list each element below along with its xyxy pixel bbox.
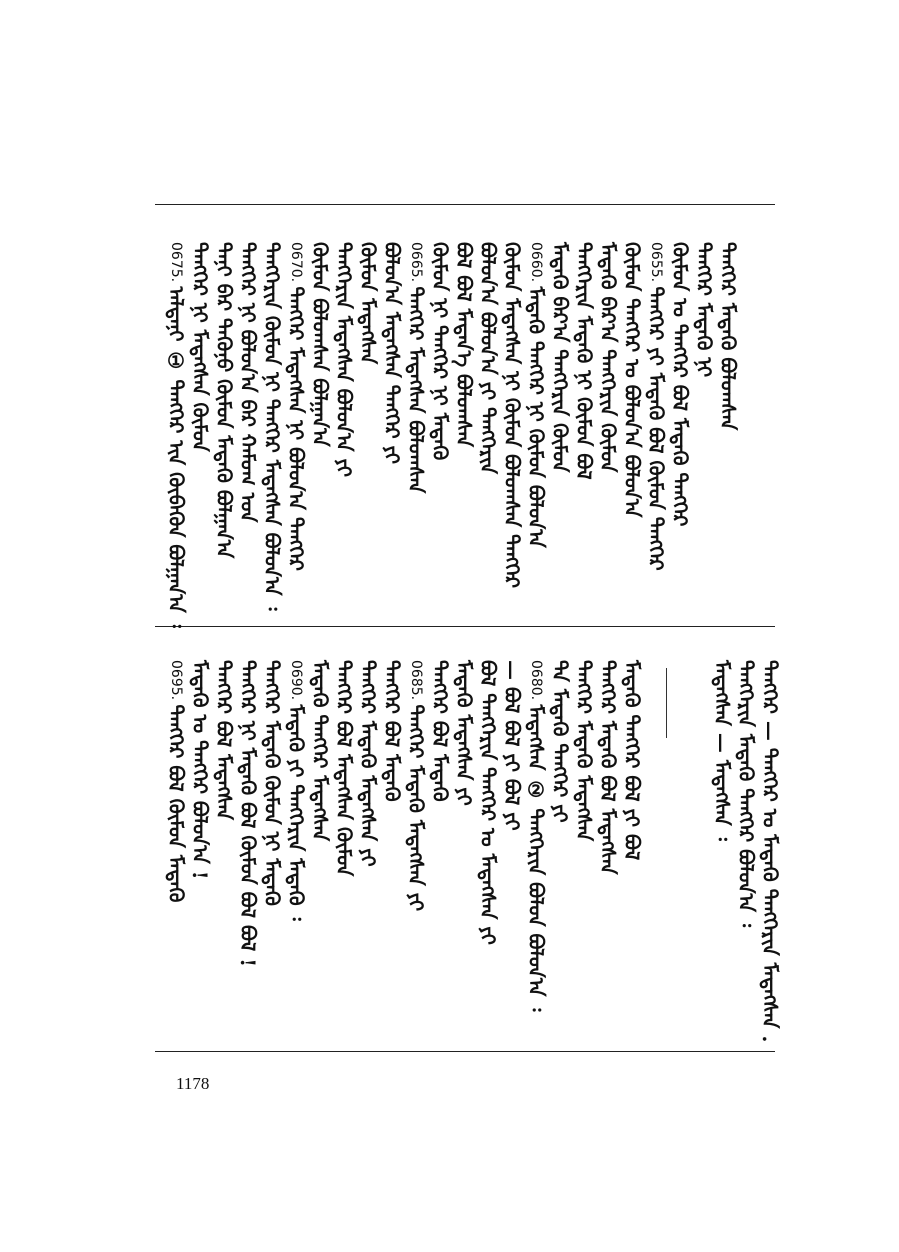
line-number: 0695. bbox=[168, 660, 184, 705]
verse-text: ᠮᠡᠳᠡᠬᠦ ᠲᠡᠩᠭᠡᠷ ᠮᠡᠳᠡᠭᠰᠡᠨ bbox=[308, 660, 332, 842]
top-verse-column bbox=[714, 242, 742, 430]
verse-text: ᠲᠡᠩᠭᠡᠷᠢᠨ ᠮᠡᠳᠡᠭᠰᠡᠨ ᠪᠣᠯᠤᠨ᠎ᠠ ᠶᠢ bbox=[332, 242, 356, 478]
verse-text: ᠲᠡᠩᠭᠡᠷ ᠮᠡᠳᠡᠬᠦ ᠮᠡᠳᠡᠭᠰᠡᠨ bbox=[572, 660, 596, 842]
verse-text: ᠲᠡᠩᠭᠡᠷ — ᠲᠡᠩᠭᠡᠷ ᠤ ᠮᠡᠳᠡᠬᠦ ᠲᠡᠩᠭᠡᠷᠢᠨ ᠮᠡᠳᠡᠭᠰᠡᠨ . bbox=[758, 660, 782, 1043]
verse-text: ᠲᠡᠩᠭᠡᠷ ᠪᠣᠯ ᠬᠦᠮᠦᠨ ᠮᠡᠳᠡᠬᠦ bbox=[164, 704, 188, 903]
verse-text: ᠲᠡᠩᠭᠡᠷ ᠪᠣᠯ ᠮᠡᠳᠡᠬᠦ bbox=[380, 660, 404, 802]
verse-text: ᠮᠡᠳᠡᠬᠦ ᠲᠡᠩᠭᠡᠷ ᠪᠣᠯ ᠶᠢ ᠪᠣᠯ bbox=[620, 660, 644, 861]
verse-text: ᠮᠡᠳᠡᠬᠦ ᠮᠡᠳᠡᠭᠰᠡᠨ ᠶᠢ bbox=[452, 660, 476, 806]
top-rule bbox=[155, 204, 775, 205]
verse-text: ᠲᠡᠩᠭᠡᠷ ᠮᠡᠳᠡᠬᠦ ᠪᠣᠯᠤᠭᠰᠠᠨ bbox=[716, 242, 740, 431]
line-number: 0675. bbox=[168, 242, 184, 287]
verse-text: ᠲᠡᠩᠭᠡᠷ ᠮᠡᠳᠡᠬᠦ ᠮᠡᠳᠡᠭᠰᠡᠨ ᠶᠢ bbox=[356, 660, 380, 867]
verse-text: ᠮᠡᠳᠡᠬᠦ ᠤ ᠲᠡᠩᠭᠡᠷ ᠪᠣᠯᠤᠨ᠎ᠠ ! bbox=[188, 660, 212, 880]
verse-text: ᠲᠡ ᠮᠡᠳᠡᠬᠦ ᠲᠡᠩᠭᠡᠷ ᠶᠢ bbox=[548, 660, 572, 823]
verse-text: ᠲᠡᠩᠭᠡᠷ ᠮᠡᠳᠡᠬᠦ ᠬᠦᠮᠦᠨ ᠨᠢ ᠮᠡᠳᠡᠬᠦ bbox=[260, 660, 284, 906]
verse-text: ᠲᠡᠩᠭᠡᠷ ᠪᠣᠯ ᠮᠡᠳᠡᠭᠰᠡᠨ bbox=[212, 660, 236, 821]
line-number: 0680. bbox=[528, 660, 544, 705]
line-number: 0660. bbox=[528, 242, 544, 287]
verse-text: ᠬᠦᠮᠦᠨ ᠮᠡᠳᠡᠭᠰᠡᠨ bbox=[356, 242, 380, 365]
verse-text: ᠲᠡᠩᠭᠡᠷ ᠶᠢ ᠮᠡᠳᠡᠬᠦ ᠪᠣᠯ ᠬᠦᠮᠦᠨ ᠲᠡᠩᠭᠡᠷ bbox=[644, 286, 668, 571]
verse-text: ᠲᠠᠨᠢ ᠪᠠᠷ ᠲᠡᠭᠦᠨᠦ ᠬᠦᠮᠦᠨ ᠮᠡᠳᠡᠬᠦ ᠪᠣᠯᠭᠠᠨ᠎ᠠ bbox=[212, 242, 236, 559]
verse-text: ᠲᠡᠩᠭᠡᠷ ᠮᠡᠳᠡᠭᠰᠡᠨ ᠨᠢ ᠪᠣᠯᠤᠨ᠎ᠠ ᠲᠡᠩᠭᠡᠷ bbox=[284, 286, 308, 571]
verse-text: ᠲᠡᠩᠭᠡᠷᠢᠨ ᠮᠡᠳᠡᠬᠦ ᠲᠡᠩᠭᠡᠷ ᠪᠣᠯᠤᠨ᠎ᠠ ᠄ bbox=[734, 660, 758, 928]
bottom-rule bbox=[155, 1051, 775, 1052]
verse-text: ᠪᠣᠯ ᠲᠡᠩᠭᠡᠷᠢᠨ ᠲᠡᠩᠭᠡᠷ ᠤ ᠮᠡᠳᠡᠭᠰᠡᠨ ᠶᠢ bbox=[476, 660, 500, 945]
verse-text: ᠬᠦᠮᠦᠨ ᠮᠡᠳᠡᠭᠰᠡᠨ ᠨᠢ ᠬᠦᠮᠦᠨ ᠪᠣᠯᠤᠭᠰᠠᠨ ᠲᠡᠩᠭᠡᠷ bbox=[500, 242, 524, 589]
verse-text: ᠪᠣᠯᠤᠨ᠎ᠠ ᠪᠣᠯᠤᠨ᠎ᠠ ᠶᠢ ᠲᠡᠩᠭᠡᠷᠢᠨ bbox=[476, 242, 500, 475]
verse-text: ᠲᠡᠩᠭᠡᠷ ᠮᠡᠳᠡᠬᠦ ᠪᠣᠯ ᠮᠡᠳᠡᠭᠰᠡᠨ bbox=[596, 660, 620, 875]
verse-text: — ᠪᠣᠯ ᠪᠣᠯ ᠶᠢ ᠪᠣᠯ ᠶᠢ bbox=[500, 660, 524, 831]
verse-text: ᠬᠦᠮᠦᠨ ᠤ ᠲᠡᠩᠭᠡᠷ ᠪᠣᠯ ᠮᠡᠳᠡᠬᠦ ᠲᠡᠩᠭᠡᠷ bbox=[668, 242, 692, 527]
verse-text: ᠠᠯᠲᠠᠨᠢ ① ᠲᠡᠩᠭᠡᠷ ᠢᠨ ᠬᠥᠪᠡᠭᠦᠨ ᠪᠣᠯᠭᠠᠨ᠎ᠠ ᠄ bbox=[164, 286, 188, 628]
line-number: 0690. bbox=[288, 660, 304, 705]
bottom-verse-column bbox=[618, 660, 646, 860]
verse-text: ᠮᠡᠳᠡᠭᠰᠡᠨ ② ᠲᠡᠩᠭᠡᠷᠢᠨ ᠪᠣᠯᠤᠨ ᠪᠣᠯᠤᠨ᠎ᠠ ᠄ bbox=[524, 704, 548, 1012]
verse-text: ᠲᠡᠩᠭᠡᠷ ᠨᠢ ᠮᠡᠳᠡᠭᠰᠡᠨ ᠬᠦᠮᠦᠨ bbox=[188, 242, 212, 452]
middle-rule bbox=[155, 626, 775, 627]
verse-text: ᠲᠡᠩᠭᠡᠷ ᠪᠣᠯ ᠮᠡᠳᠡᠭᠰᠡᠨ ᠬᠦᠮᠦᠨ bbox=[332, 660, 356, 877]
verse-text: ᠬᠦᠮᠦᠨ ᠪᠣᠯᠤᠭᠰᠠᠨ ᠪᠣᠯᠭᠠᠨ᠎ᠠ bbox=[308, 242, 332, 447]
verse-text: ᠪᠣᠯ ᠪᠣᠯ ᠮᠡᠳᠡᠨ᠎ᠡ ᠪᠣᠯᠤᠭᠰᠠᠨ bbox=[452, 242, 476, 448]
page-number: 1178 bbox=[176, 1074, 210, 1093]
verse-text: ᠮᠡᠳᠡᠬᠦ ᠲᠡᠩᠭᠡᠷ ᠨᠢ ᠬᠦᠮᠦᠨ ᠪᠣᠯᠤᠨ᠎ᠠ bbox=[524, 286, 548, 548]
verse-text: ᠮᠡᠳᠡᠬᠦ ᠪᠠᠷ᠎ᠠ ᠲᠡᠩᠭᠡᠷᠢᠨ ᠬᠦᠮᠦᠨ bbox=[596, 242, 620, 473]
verse-text: ᠲᠡᠩᠭᠡᠷᠢᠨ ᠮᠡᠳᠡᠬᠦ ᠨᠢ ᠬᠦᠮᠦᠨ ᠪᠣᠯ bbox=[572, 242, 596, 480]
line-number: 0655. bbox=[648, 242, 664, 287]
verse-text: ᠪᠣᠯᠤᠨ᠎ᠠ ᠮᠡᠳᠡᠭᠰᠡᠨ ᠲᠡᠩᠭᠡᠷ ᠶᠢ bbox=[380, 242, 404, 465]
verse-text: ᠬᠦᠮᠦᠨ ᠲᠡᠩᠭᠡᠷ ᠤ ᠪᠣᠯᠤᠨ᠎ᠠ ᠪᠣᠯᠤᠨ᠎ᠠ bbox=[620, 242, 644, 518]
verse-text: ᠲᠡᠩᠭᠡᠷ ᠮᠡᠳᠡᠬᠦ ᠮᠡᠳᠡᠭᠰᠡᠨ ᠶᠢ bbox=[404, 704, 428, 912]
verse-text: ᠬᠦᠮᠦᠨ ᠨᠢ ᠲᠡᠩᠭᠡᠷ ᠨᠢ ᠮᠡᠳᠡᠬᠦ bbox=[428, 242, 452, 461]
verse-text: ᠲᠡᠩᠭᠡᠷᠢᠨ ᠬᠦᠮᠦᠨ ᠨᠢ ᠲᠡᠩᠭᠡᠷ ᠮᠡᠳᠡᠭᠰᠡᠨ ᠪᠣᠯᠤᠨ᠎ᠠ ᠄ bbox=[260, 242, 284, 611]
verse-text: ᠮᠡᠳᠡᠬᠦ ᠪᠠᠷ᠎ᠠ ᠲᠡᠩᠭᠡᠷᠢᠨ ᠬᠦᠮᠦᠨ bbox=[548, 242, 572, 473]
footnote-divider bbox=[666, 668, 667, 738]
verse-text: ᠮᠡᠳᠡᠬᠦ ᠶᠢ ᠲᠡᠩᠭᠡᠷᠢᠨ ᠮᠡᠳᠡᠬᠦ ᠄ bbox=[284, 704, 308, 921]
line-number: 0670. bbox=[288, 242, 304, 287]
verse-text: ᠲᠡᠩᠭᠡᠷ ᠮᠡᠳᠡᠬᠦ ᠨᠢ bbox=[692, 242, 716, 378]
verse-text: ᠲᠡᠩᠭᠡᠷ ᠨᠢ ᠪᠣᠯᠤᠨ᠎ᠠ ᠪᠠᠷ ᠬᠠᠮᠤᠭ ᠤᠨ bbox=[236, 242, 260, 523]
line-number: 0665. bbox=[408, 242, 424, 287]
verse-text: ᠲᠡᠩᠭᠡᠷ ᠮᠡᠳᠡᠭᠰᠡᠨ ᠪᠣᠯᠤᠭᠰᠠᠨ bbox=[404, 286, 428, 494]
verse-text: ᠲᠡᠩᠭᠡᠷ ᠪᠣᠯ ᠮᠡᠳᠡᠬᠦ bbox=[428, 660, 452, 802]
line-number: 0685. bbox=[408, 660, 424, 705]
verse-text: ᠮᠡᠳᠡᠭᠰᠡᠨ — ᠮᠡᠳᠡᠭᠰᠡᠨ ᠄ bbox=[710, 660, 734, 841]
footnote-column bbox=[756, 660, 784, 1042]
verse-text: ᠲᠡᠩᠭᠡᠷ ᠨᠢ ᠮᠡᠳᠡᠬᠦ ᠪᠣᠯ ᠬᠦᠮᠦᠨ ᠪᠣᠯ ᠪᠣᠯ ! bbox=[236, 660, 260, 968]
